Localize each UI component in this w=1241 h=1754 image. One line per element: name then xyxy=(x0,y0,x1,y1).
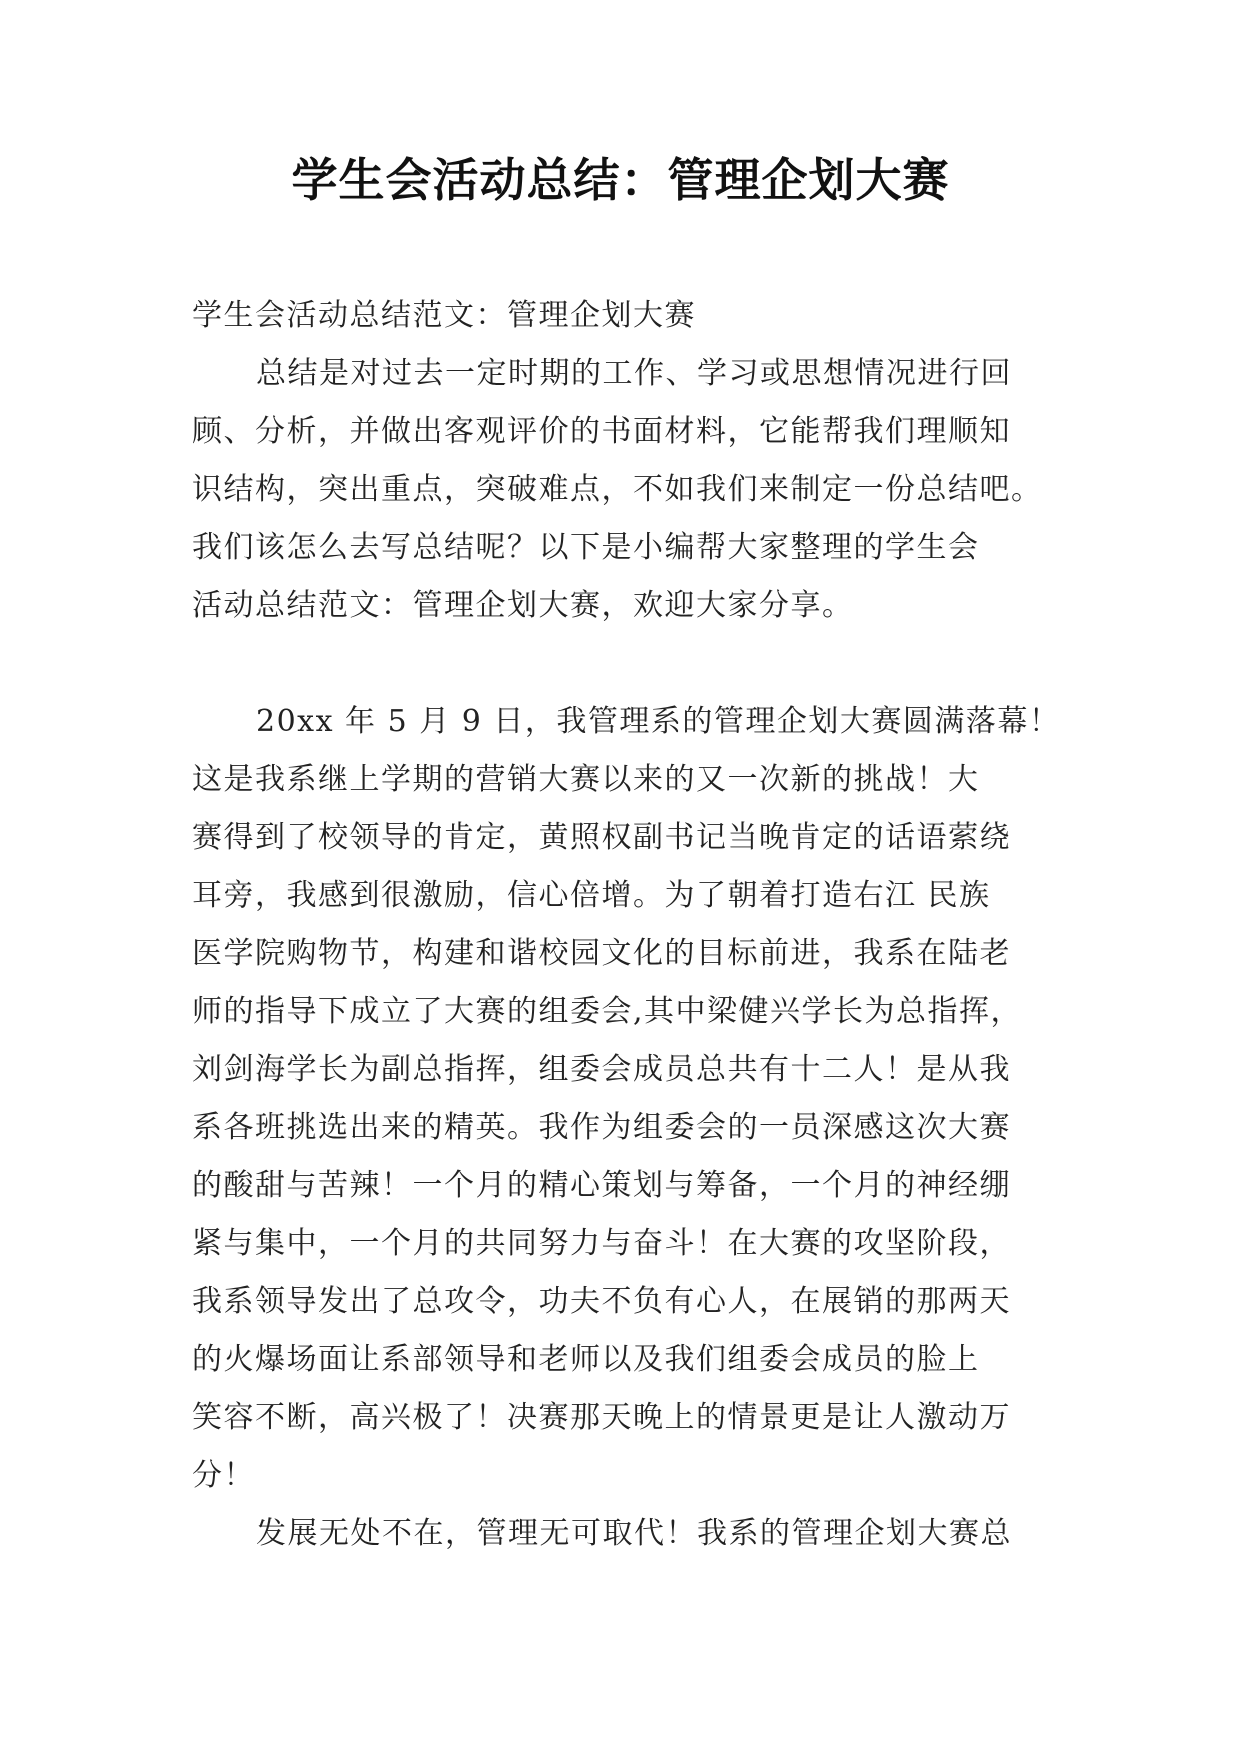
paragraph-line: 识结构，突出重点，突破难点，不如我们来制定一份总结吧。 xyxy=(192,472,1043,507)
paragraph-line: 这是我系继上学期的营销大赛以来的又一次新的挑战！大 xyxy=(192,762,980,797)
paragraph-event xyxy=(192,693,1062,1505)
paragraph-line: 医学院购物节，构建和谐校园文化的目标前进，我系在陆老 xyxy=(192,936,1011,971)
paragraph-spacer xyxy=(192,635,1062,693)
paragraph-line: 分！ xyxy=(192,1458,255,1493)
paragraph-line: 发展无处不在，管理无可取代！我系的管理企划大赛总 xyxy=(256,1516,1012,1551)
paragraph-development xyxy=(192,1505,1062,1563)
paragraph-line: 20xx 年 5 月 9 日，我管理系的管理企划大赛圆满落幕！ xyxy=(256,704,1061,739)
paragraph-line: 顾、分析，并做出客观评价的书面材料，它能帮我们理顺知 xyxy=(192,414,1011,449)
paragraph-line: 笑容不断，高兴极了！决赛那天晚上的情景更是让人激动万 xyxy=(192,1400,1011,1435)
paragraph-line: 的酸甜与苦辣！一个月的精心策划与筹备，一个月的神经绷 xyxy=(192,1168,1011,1203)
paragraph-line: 我们该怎么去写总结呢？以下是小编帮大家整理的学生会 xyxy=(192,530,980,565)
paragraph-line: 系各班挑选出来的精英。我作为组委会的一员深感这次大赛 xyxy=(192,1110,1011,1145)
paragraph-line: 赛得到了校领导的肯定，黄照权副书记当晚肯定的话语萦绕 xyxy=(192,820,1011,855)
paragraph-line: 活动总结范文：管理企划大赛，欢迎大家分享。 xyxy=(192,588,854,623)
paragraph-line: 紧与集中，一个月的共同努力与奋斗！在大赛的攻坚阶段， xyxy=(192,1226,1011,1261)
document-title: 学生会活动总结：管理企划大赛 xyxy=(291,153,950,207)
paragraph-intro xyxy=(192,345,1062,635)
paragraph-line: 我系领导发出了总攻令，功夫不负有心人，在展销的那两天 xyxy=(192,1284,1011,1319)
paragraph-line: 的火爆场面让系部领导和老师以及我们组委会成员的脸上 xyxy=(192,1342,980,1377)
document-subtitle: 学生会活动总结范文：管理企划大赛 xyxy=(192,298,696,333)
paragraph-line: 刘剑海学长为副总指挥，组委会成员总共有十二人！是从我 xyxy=(192,1052,1011,1087)
paragraph-line: 总结是对过去一定时期的工作、学习或思想情况进行回 xyxy=(256,356,1012,391)
paragraph-line: 耳旁，我感到很激励，信心倍增。为了朝着打造右江 民族 xyxy=(192,878,991,913)
paragraph-line: 师的指导下成立了大赛的组委会,其中梁健兴学长为总指挥， xyxy=(192,994,1023,1029)
document-body xyxy=(192,287,1062,1563)
